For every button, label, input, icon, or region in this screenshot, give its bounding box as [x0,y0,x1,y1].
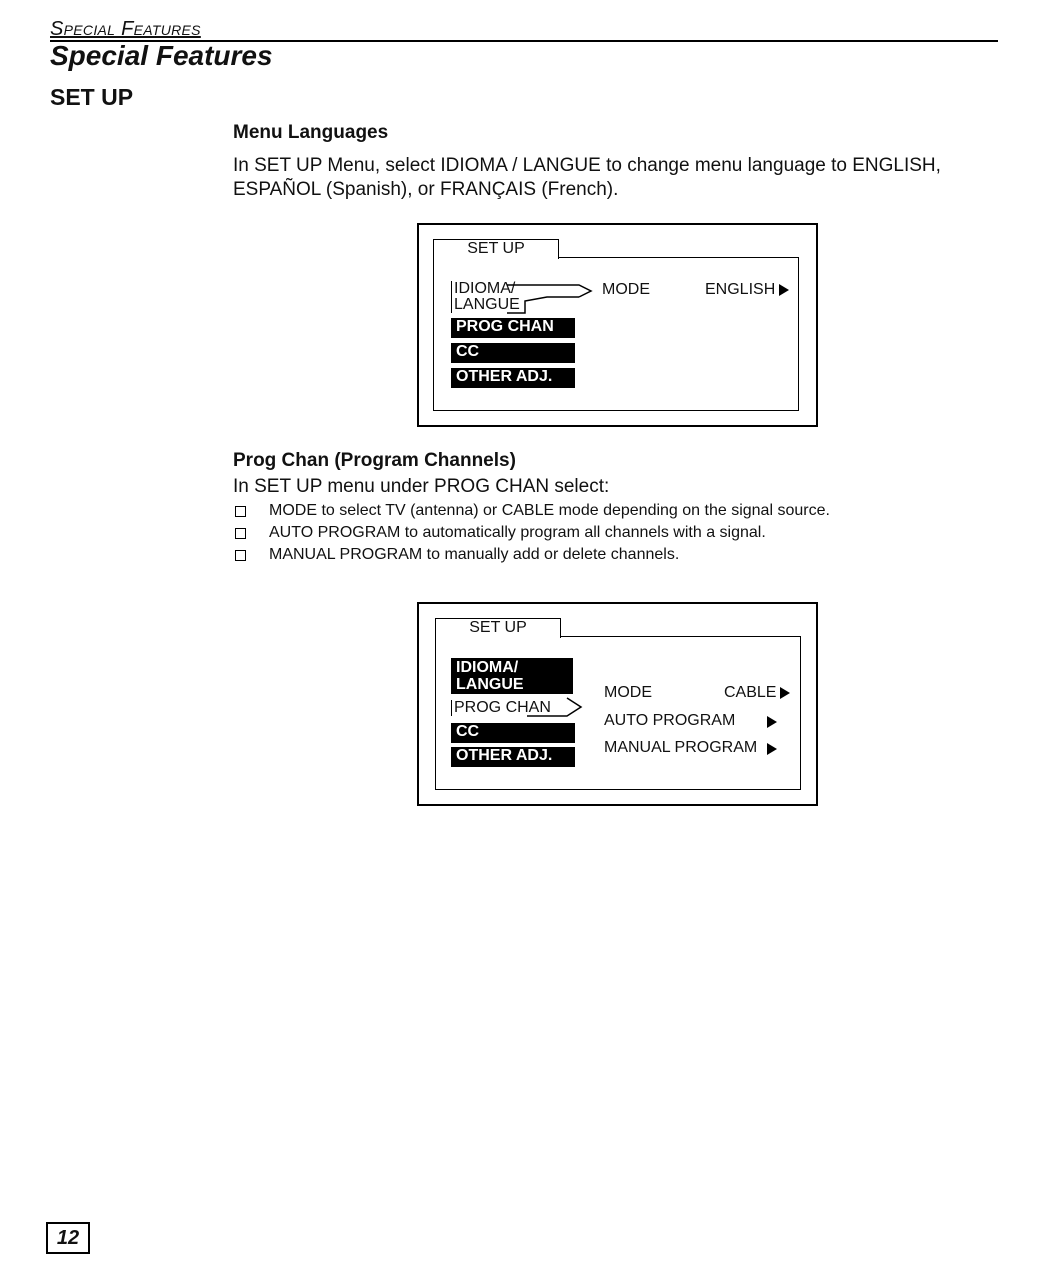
option-mode-label: MODE [602,281,650,298]
selected-line2: LANGUE [451,297,520,313]
menu-languages-body: In SET UP Menu, select IDIOMA / LANGUE to change menu language to ENGLISH, ESPAÑOL (Spanish), or FRANÇAIS (French). [233,155,941,200]
list-item: MODE to select TV (antenna) or CABLE mode depending on the signal source. [233,500,830,522]
menu-item-line1: IDIOMA/ [456,659,519,676]
right-triangle-icon [779,284,789,296]
screen-title: SET UP [433,239,559,259]
setup-menu-screen-language [417,223,818,427]
option-auto-program-label: AUTO PROGRAM [604,712,736,729]
page-title: Special Features [50,40,273,71]
checkbox-bullet-icon [235,528,246,539]
right-triangle-icon [780,687,790,699]
menu-item-other-adj[interactable]: OTHER ADJ. [451,368,575,388]
prog-chan-intro: In SET UP menu under PROG CHAN select: [233,476,610,497]
selection-arrow-icon [527,696,593,720]
right-triangle-icon [767,716,777,728]
page-number: 12 [46,1222,90,1254]
option-mode-value[interactable] [705,281,789,299]
checkbox-bullet-icon [235,550,246,561]
list-item: MANUAL PROGRAM to manually add or delete channels. [233,544,830,566]
menu-item-prog-chan-selected[interactable]: PROG CHAN [451,700,551,716]
prog-chan-bullet-list [233,500,830,566]
option-mode-label: MODE [604,684,652,701]
menu-item-cc[interactable]: CC [451,723,575,743]
prog-chan-heading: Prog Chan (Program Channels) [233,450,516,471]
option-mode-value[interactable] [724,684,790,702]
selection-arrow-icon [507,279,599,315]
menu-languages-heading: Menu Languages [233,122,389,143]
selected-line1: IDIOMA/ [451,281,520,297]
list-item: AUTO PROGRAM to automatically program all channels with a signal. [233,522,830,544]
menu-item-idioma-langue[interactable] [451,658,573,694]
menu-item-line2: LANGUE [456,676,524,693]
option-mode-value-text: CABLE [724,684,777,701]
menu-item-other-adj[interactable]: OTHER ADJ. [451,747,575,767]
option-manual-program[interactable] [604,739,757,757]
section-title: SET UP [50,84,134,110]
screen-title: SET UP [435,618,561,638]
right-triangle-icon [767,743,777,755]
option-mode-value-text: ENGLISH [705,281,776,298]
running-head: Special Features [50,18,201,40]
option-auto-program[interactable] [604,712,735,730]
setup-menu-screen-prog-chan [417,602,818,806]
option-manual-program-label: MANUAL PROGRAM [604,739,758,756]
menu-item-cc[interactable]: CC [451,343,575,363]
checkbox-bullet-icon [235,506,246,517]
menu-item-prog-chan[interactable]: PROG CHAN [451,318,575,338]
